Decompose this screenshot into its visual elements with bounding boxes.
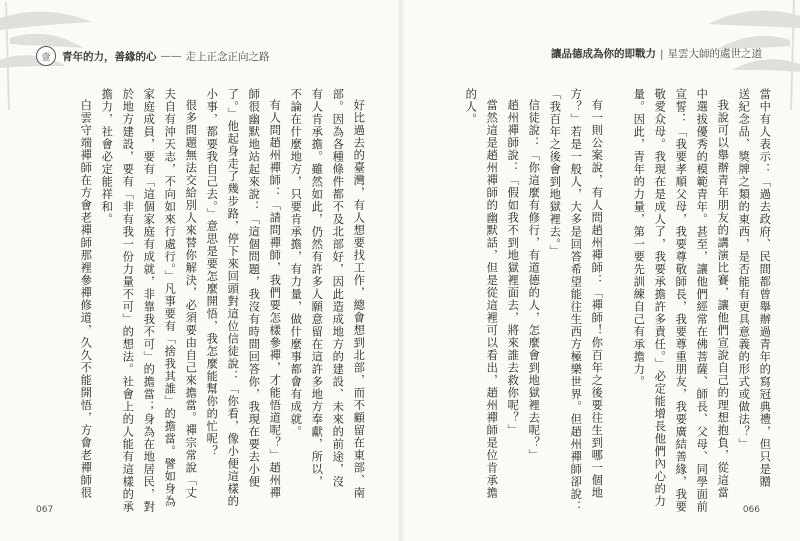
text-column: 夫自有沖天志，不向如來行處行。」凡事要有「捨我其誰」的擔當。譬如身為 [163, 88, 177, 508]
text-column: 我說可以舉辦青年朋友的講演比賽，讓他們宣說自己的理想抱負，從這當 [716, 99, 730, 499]
book-gutter [398, 0, 404, 541]
chapter-title: 青年的力，善緣的心 [62, 50, 157, 63]
text-column: 了。」他起身走了幾步路，停下來回頭對這位信徒說：「你看，像小便這樣的 [226, 88, 240, 508]
text-column: 不論在什麼地方，只要肯承擔，有力量，做什麼事都會有成就。 [289, 88, 303, 438]
text-column: 趙州禪師說：「假如我不到地獄裡面去，將來誰去救你呢？」 [506, 99, 520, 437]
running-header-right [551, 46, 762, 61]
text-column: 白雲守端禪師在方會老禪師那裡參禪修道，久久不能開悟，方會老禪師很 [79, 99, 93, 499]
book-title: 讓品德成為你的即戰力 [550, 48, 656, 60]
text-column: 信徒說：「你這麼有修行，有道德的人，怎麼會到地獄裡去呢？」 [527, 99, 541, 462]
text-column: 部。因為各種條件都不及北部好，因此造成地方的建設、未來的前途，沒 [331, 88, 345, 488]
page-number-right: 066 [742, 505, 760, 515]
header-dash: —— [160, 50, 182, 62]
text-column: 的人。 [464, 88, 478, 126]
text-column: 當然這是趙州禪師的幽默話，但是從這裡可以看出，趙州禪師是位肯承擔 [485, 99, 499, 499]
text-column: 中選拔優秀的模範青年。甚至，讓他們經常在佛菩薩、師長、父母、同學面前 [695, 88, 709, 513]
text-column: 送紀念品、獎牌之類的東西，是否能有更具意義的形式或做法？」 [737, 88, 751, 451]
text-column: 有人肯承擔。雖然如此，仍然有許多人願意留在這許多地方奉獻，所以， [310, 88, 324, 488]
text-column: 有一則公案說，有人問趙州禪師：「禪師！你百年之後要往生到哪一個地 [590, 99, 604, 499]
text-column: 「我百年之後會到地獄裡去。」 [548, 88, 562, 258]
text-column: 於地方建設，要有「非有我一份力量不可」的想法。社會上的人能有這樣的承 [121, 88, 135, 513]
chapter-subtitle: 走上正念正向之路 [185, 50, 270, 63]
text-column: 好比過去的臺灣，有人想要找工作，總會想到北部，而不顧留在東部、南 [352, 99, 366, 499]
text-column: 很多問題無法交給別人來替你解決，必須要由自己來擔當。禪宗常說「丈 [184, 99, 198, 499]
text-column: 當中有人表示：「過去政府、民間都曾舉辦過青年的寫冠典禮，但只是贈 [758, 88, 772, 488]
page-number-left: 067 [36, 505, 54, 515]
text-column: 量。因此，青年的力量，第一要先訓練自己有承擔力。 [632, 88, 646, 388]
text-column: 有人問趙州禪師：「請問禪師，我們要怎樣參禪，才能悟道呢？」趙州禪 [268, 99, 282, 499]
text-column: 宣誓：「我要孝順父母，我要尊敬師長，我要尊重朋友，我要廣結善緣，我要 [674, 88, 688, 513]
book-subtitle: 星雲大師的處世之道 [667, 48, 762, 60]
text-column: 家庭成員，要有「這個家庭有成就，非靠我不可」的擔當；身為在地居民，對 [142, 88, 156, 513]
part-badge: 壹 [36, 46, 56, 66]
text-column: 小事，都要我自己去。」意思是要怎麼開悟，我怎麼能幫你的忙呢？ [205, 88, 219, 458]
text-column: 方？」若是一般人，大多是回答希望能往生西方極樂世界。但趙州禪師卻說： [569, 88, 583, 513]
text-column: 擔力，社會必定能祥和。 [100, 88, 114, 226]
text-column: 師很幽默地站起來說：「這個問題，我沒有時間回答你，我現在要去小便 [247, 88, 261, 488]
header-separator: | [659, 47, 664, 60]
running-header-left [36, 46, 270, 66]
text-column: 敬愛众母。我現在是成人了，我要承擔許多責任。」必定能增長他們內心的力 [653, 88, 667, 508]
